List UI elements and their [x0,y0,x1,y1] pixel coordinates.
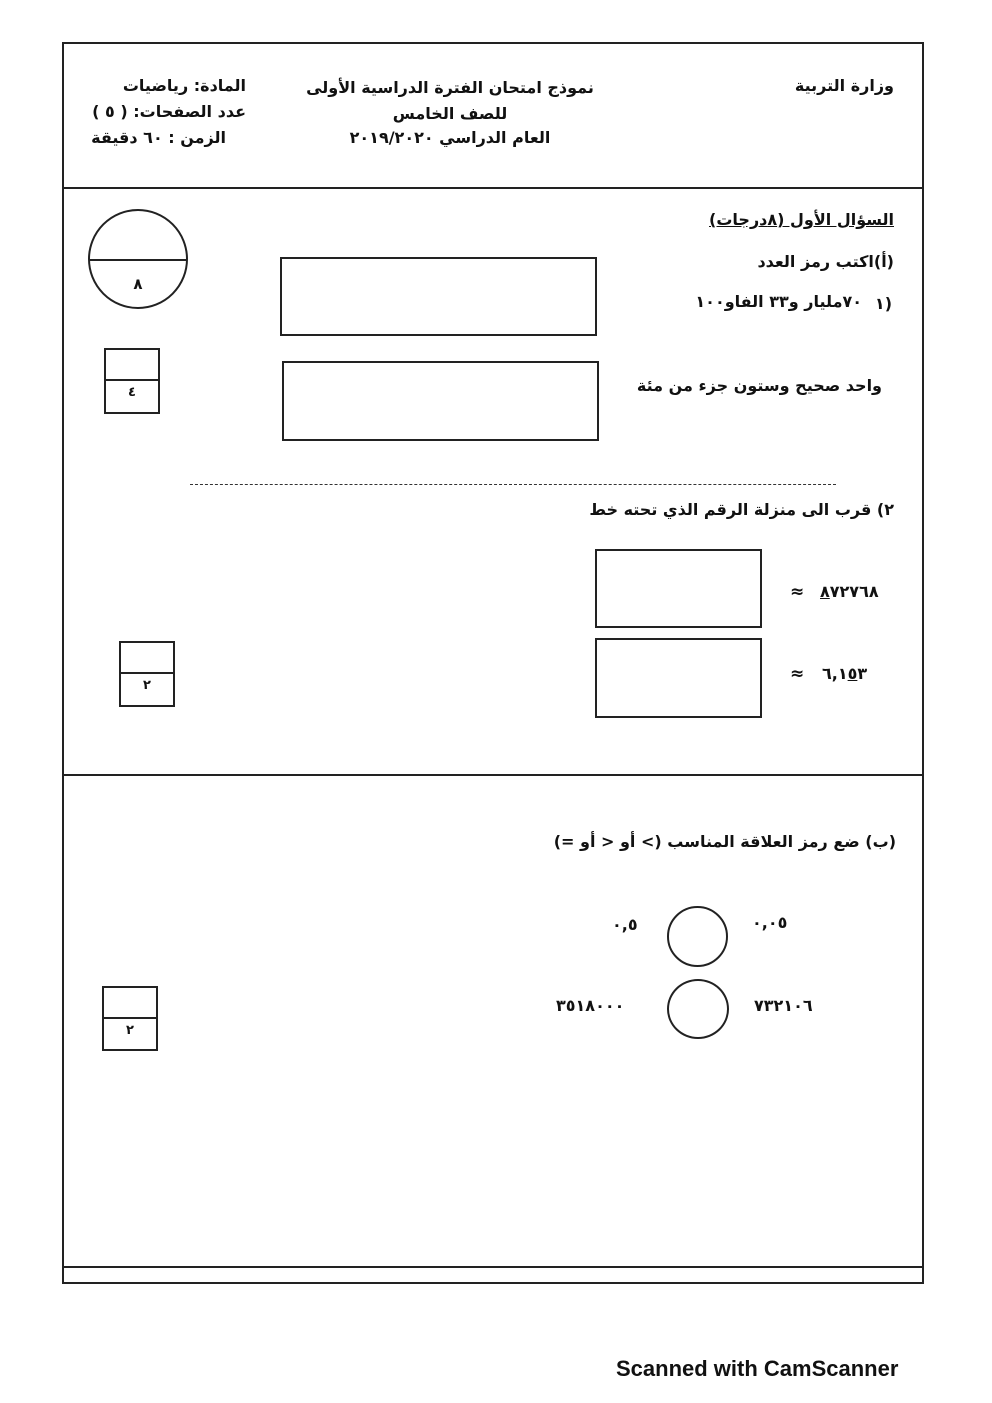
compare-row-1-right-number: ٠,٠٥ [752,913,788,932]
part-b-score-blank [104,988,156,1019]
rounding-2-end: ٣ [857,664,868,683]
rounding-answer-box-2[interactable] [595,638,762,718]
part-a-score-box [104,348,160,414]
part-a-item-2-text: واحد صحيح وستون جزء من مئة [636,376,882,395]
rounding-1-underlined-digit: ٨ [820,582,830,601]
rounding-2-start: ٦,١ [822,664,848,683]
rounding-1-rest: ٧٢٧٦٨ [829,582,879,601]
exam-title: نموذج امتحان الفترة الدراسية الأولى [306,78,594,97]
part-b-score-value: ٢ [126,1022,134,1038]
academic-year: العام الدراسي ٢٠١٩/٢٠٢٠ [349,128,551,147]
question-1-title: السؤال الأول (٨درجات) [709,210,894,229]
rounding-score-blank [121,643,173,674]
compare-row-2-left-number: ٣٥١٨٠٠٠ [556,996,625,1015]
section-divider [64,774,922,776]
part-a-item-1-text: ٧٠مليار و٣٣ الفاو١٠٠ [695,292,862,311]
part-a-score-value: ٤ [128,385,136,400]
rounding-instruction: ٢) قرب الى منزلة الرقم الذي تحته خط [589,500,894,519]
subject-label: المادة: رياضيات [122,76,246,95]
compare-circle-2[interactable] [667,979,729,1039]
compare-circle-1[interactable] [667,906,728,967]
rounding-number-1 [820,582,879,601]
rounding-score-box [119,641,175,707]
ministry-name: وزارة التربية [794,76,894,95]
part-a-score-blank [106,350,158,381]
camscanner-watermark: Scanned with CamScanner [616,1356,899,1381]
approx-sign-2: ≈ [790,664,805,684]
rounding-score-value: ٢ [143,678,151,693]
part-a-item-1-number: ١) [874,294,892,313]
compare-row-2-right-number: ٧٣٢١٠٦ [754,996,813,1015]
approx-sign-1: ≈ [790,582,805,602]
answer-box-1[interactable] [280,257,597,336]
part-a-label: (أ)اكتب رمز العدد [757,252,894,271]
bottom-divider [64,1266,922,1268]
total-score-value: ٨ [133,275,143,293]
exam-time: الزمن : ٦٠ دقيقة [91,128,226,147]
answer-box-2[interactable] [282,361,599,441]
pages-count: عدد الصفحات: ( ٥ ) [92,102,246,121]
dashed-separator [190,484,836,485]
part-b-label: (ب) ضع رمز العلاقة المناسب (> أو < أو =) [553,832,896,851]
header-divider [64,187,922,189]
grade-label: للصف الخامس [392,104,508,123]
total-score-circle [88,209,188,309]
rounding-number-2 [822,664,867,683]
rounding-answer-box-1[interactable] [595,549,762,628]
total-score-divider [90,259,186,261]
compare-row-1-left-number: ٠,٥ [612,915,638,934]
rounding-2-underlined-digit: ٥ [847,664,858,683]
part-b-score-box [102,986,158,1051]
